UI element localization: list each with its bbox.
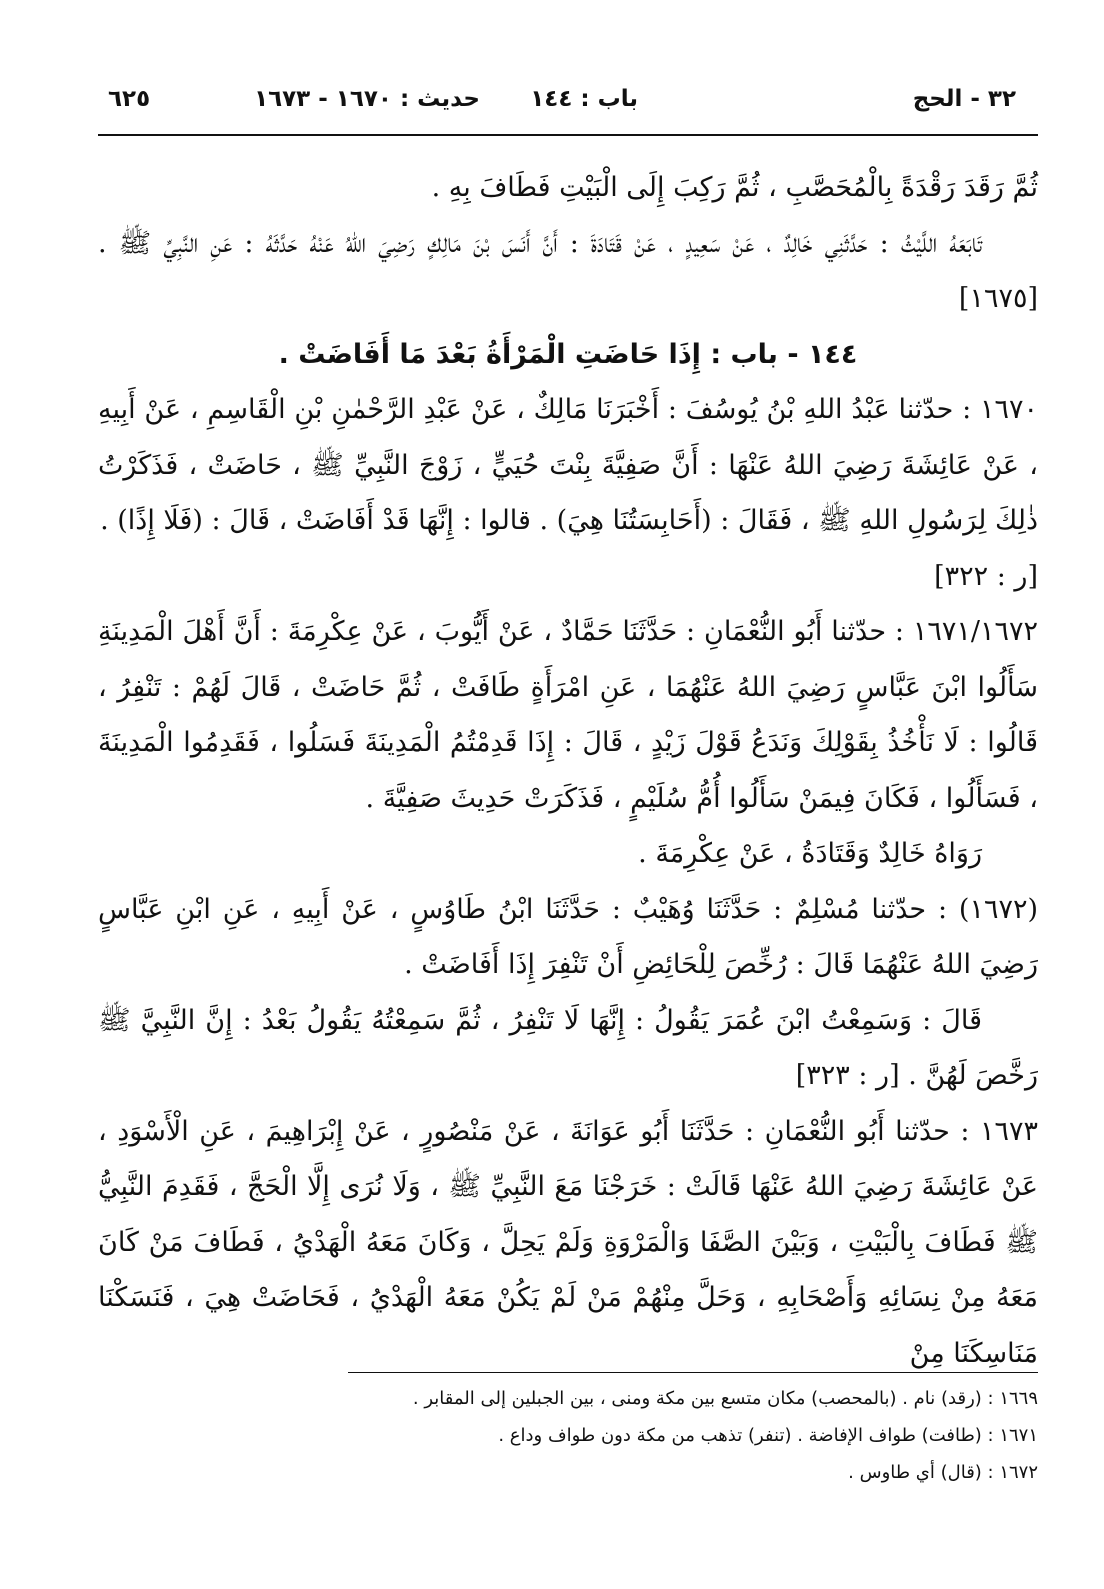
footnote-1671: ١٦٧١ : (طافت) طواف الإفاضة . (تنفر) تذهب من مكة دون طواف وداع . [498,1425,1038,1446]
bab-number: باب : ١٤٤ [530,86,638,112]
hadith-1670: ١٦٧٠ : حدّثنا عَبْدُ اللهِ بْنُ يُوسُفَ : أَخْبَرَنَا مَالِكٌ ، عَنْ عَبْدِ الرَّحْمٰنِ بْنِ الْقَاسِمِ ، عَنْ أَبِيهِ ، عَنْ عَائِشَةَ رَضِيَ اللهُ عَنْهَا : أَنَّ صَفِيَّةَ بِنْتَ حُيَيٍّ ، زَوْجَ النَّبِيِّ ﷺ ، حَاضَتْ ، فَذَكَرْتُ ذٰلِكَ لِرَسُولِ اللهِ ﷺ ، فَقَالَ : (أَحَابِسَتُنَا هِيَ) . قالوا : إِنَّهَا قَدْ أَفَاضَتْ ، قَالَ : (فَلَا إِذًا) . [98,394,1038,536]
page-number: ٦٢٥ [108,86,151,112]
paragraph-ibn-umar: قَالَ : وَسَمِعْتُ ابْنَ عُمَرَ يَقُولُ : إِنَّهَا لَا تَنْفِرُ ، ثُمَّ سَمِعْتُهُ يَقُولُ بَعْدُ : إِنَّ النَّبِيَّ ﷺ رَخَّصَ لَهُنَّ . [ر : ٣٢٣] [98,1004,1038,1091]
reference-322: [ر : ٣٢٢] [934,560,1038,592]
footnote-1669: ١٦٦٩ : (رقد) نام . (بالمحصب) مكان متسع بين مكة ومنى ، بين الجبلين إلى المقابر . [412,1388,1038,1409]
hadith-1673: ١٦٧٣ : حدّثنا أَبُو النُّعْمَانِ : حَدَّثَنَا أَبُو عَوَانَةَ ، عَنْ مَنْصُورٍ ، عَنْ إِبْرَاهِيمَ ، عَنِ الْأَسْوَدِ ، عَنْ عَائِشَةَ رَضِيَ اللهُ عَنْهَا قَالَتْ : خَرَجْنَا مَعَ النَّبِيِّ ﷺ ، وَلَا نُرَى إِلَّا الْحَجَّ ، فَقَدِمَ النَّبِيُّ ﷺ فَطَافَ بِالْبَيْتِ ، وَبَيْنَ الصَّفَا وَالْمَرْوَةِ وَلَمْ يَحِلَّ ، وَكَانَ مَعَهُ الْهَدْيُ ، فَطَافَ مَنْ كَانَ مَعَهُ مِنْ نِسَائِهِ وَأَصْحَابِهِ ، وَحَلَّ مِنْهُمْ مَنْ لَمْ يَكُنْ مَعَهُ الْهَدْيُ ، فَحَاضَتْ هِيَ ، فَنَسَكْنَا مَنَاسِكَنَا مِنْ [98,1115,1038,1369]
footnote-1672: ١٦٧٢ : (قال) أي طاوس . [848,1462,1038,1483]
riwaya-note: رَوَاهُ خَالِدٌ وَقَتَادَةُ ، عَنْ عِكْرِمَةَ . [638,838,982,869]
chapter-title: ٣٢ - الحج [912,86,1016,112]
hadith-range: حديث : ١٦٧٠ - ١٦٧٣ [254,86,480,112]
chapter-heading: ١٤٤ - باب : إِذَا حَاضَتِ الْمَرْأَةُ بَعْدَ مَا أَفَاضَتْ . [278,338,858,370]
main-text [98,160,1038,1381]
footnotes [98,1380,1038,1491]
running-header [98,86,1038,126]
header-rule [98,134,1038,136]
hadith-1672: (١٦٧٢) : حدّثنا مُسْلِمٌ : حَدَّثَنَا وُهَيْبٌ : حَدَّثَنَا ابْنُ طَاوُسٍ ، عَنْ أَبِيهِ ، عَنِ ابْنِ عَبَّاسٍ رَضِيَ اللهُ عَنْهُمَا قَالَ : رُخِّصَ لِلْحَائِضِ أَنْ تَنْفِرَ إِذَا أَفَاضَتْ . [98,893,1038,980]
paragraph-mutabaa: تَابَعَهُ اللَّيْثُ : حَدَّثَنِي خَالِدٌ ، عَنْ سَعِيدٍ ، عَنْ قَتَادَةَ : أَنَّ أَنَسَ بْنَ مَالِكٍ رَضِيَ اللهُ عَنْهُ حَدَّثَهُ : عَنِ النَّبِيِّ ﷺ . [١٦٧٥] [98,227,1038,314]
footnote-rule [348,1372,1038,1373]
paragraph-1669-end: ثُمَّ رَقَدَ رَقْدَةً بِالْمُحَصَّبِ ، ثُمَّ رَكِبَ إِلَى الْبَيْتِ فَطَافَ بِهِ . [431,172,1038,203]
hadith-1671: ١٦٧١/١٦٧٢ : حدّثنا أَبُو النُّعْمَانِ : حَدَّثَنَا حَمَّادٌ ، عَنْ أَيُّوبَ ، عَنْ عِكْرِمَةَ : أَنَّ أَهْلَ الْمَدِينَةِ سَأَلُوا ابْنَ عَبَّاسٍ رَضِيَ اللهُ عَنْهُمَا ، عَنِ امْرَأَةٍ طَافَتْ ، ثُمَّ حَاضَتْ ، قَالَ لَهُمْ : تَنْفِرُ ، قَالُوا : لَا نَأْخُذُ بِقَوْلِكَ وَنَدَعُ قَوْلَ زَيْدٍ ، قَالَ : إِذَا قَدِمْتُمُ الْمَدِينَةَ فَسَلُوا ، فَقَدِمُوا الْمَدِينَةَ ، فَسَأَلُوا ، فَكَانَ فِيمَنْ سَأَلُوا أُمُّ سُلَيْمٍ ، فَذَكَرَتْ حَدِيثَ صَفِيَّةَ . [98,616,1038,814]
